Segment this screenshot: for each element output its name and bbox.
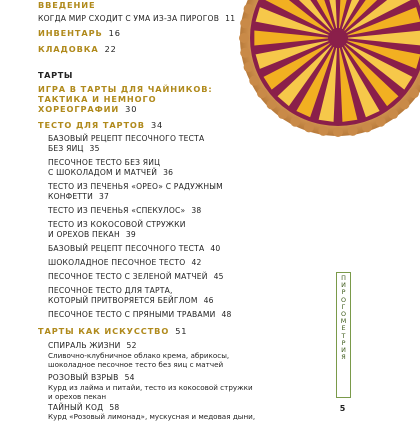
page-number: 42: [191, 258, 201, 267]
entry-title: ТАЙНЫЙ КОД: [48, 403, 103, 412]
entry-title: ПЕСОЧНОЕ ТЕСТО С ПРЯНЫМИ ТРАВАМИ: [48, 310, 215, 319]
entry-title: КОНФЕТТИ: [48, 192, 93, 201]
page-number: 46: [204, 296, 214, 305]
side-tab-letter: М: [337, 318, 350, 325]
page-number: 40: [210, 244, 220, 253]
dough-item-3[interactable]: [48, 192, 109, 202]
crust-ridge: [304, 122, 314, 132]
page-number: 39: [126, 230, 136, 239]
dough-item-1-line1[interactable]: БАЗОВЫЙ РЕЦЕПТ ПЕСОЧНОГО ТЕСТА: [48, 134, 204, 144]
entry-title: ТЕСТО ИЗ ПЕЧЕНЬЯ «СПЕКУЛОС»: [48, 206, 185, 215]
entry-title: И ОРЕХОВ ПЕКАН: [48, 230, 120, 239]
dough-item-2-line1[interactable]: ПЕСОЧНОЕ ТЕСТО БЕЗ ЯИЦ: [48, 158, 160, 168]
dough-item-5[interactable]: [48, 230, 136, 240]
page-number: 11: [225, 14, 235, 23]
dough-item-5-line1[interactable]: ТЕСТО ИЗ КОКОСОВОЙ СТРУЖКИ: [48, 220, 186, 230]
page-number: 54: [125, 373, 135, 382]
side-tab-letter: Р: [337, 289, 350, 296]
entry-title: ШОКОЛАДНОЕ ПЕСОЧНОЕ ТЕСТО: [48, 258, 185, 267]
side-tab-letter: Р: [337, 340, 350, 347]
chapter-side-tab: [336, 272, 351, 398]
page-number: 52: [127, 341, 137, 350]
page-number: 30: [125, 104, 137, 114]
dough-item-7[interactable]: [48, 258, 202, 268]
page-number: 16: [109, 28, 121, 38]
dough-item-3-line1[interactable]: ТЕСТО ИЗ ПЕЧЕНЬЯ «ОРЕО» С РАДУЖНЫМ: [48, 182, 223, 192]
entry-title: СПИРАЛЬ ЖИЗНИ: [48, 341, 121, 350]
tart-center: [331, 31, 345, 45]
section-tea[interactable]: [38, 104, 137, 114]
page-number: 51: [175, 326, 187, 336]
chapter-tarts-header: ТАРТЫ: [38, 70, 73, 80]
page-number: 22: [105, 44, 117, 54]
crust-ridge: [388, 109, 398, 119]
tart-photo: [238, 0, 420, 138]
page-number: 58: [109, 403, 119, 412]
crust-ridge: [244, 62, 254, 72]
crust-ridge: [362, 122, 372, 132]
section-tea-line1: ИГРА В ТАРТЫ ДЛЯ ЧАЙНИКОВ:: [38, 84, 213, 94]
side-tab-letter: Е: [337, 325, 350, 332]
entry-title: РОЗОВЫЙ ВЗРЫВ: [48, 373, 119, 382]
side-tab-letter: Я: [337, 354, 350, 361]
section-title: ИНВЕНТАРЬ: [38, 28, 103, 38]
section-intro-title: ВВЕДЕНИЕ: [38, 0, 95, 10]
crust-ridge: [399, 99, 409, 109]
side-tab-letter: Т: [337, 333, 350, 340]
page-number: 36: [163, 168, 173, 177]
art-item-1[interactable]: [48, 341, 137, 351]
entry-title: БАЗОВЫЙ РЕЦЕПТ ПЕСОЧНОГО ТЕСТА: [48, 244, 204, 253]
art-item-3-desc1: Курд «Розовый лимонад», мускусная и медовая дыни,: [48, 412, 255, 422]
section-art[interactable]: [38, 326, 187, 336]
section-dough[interactable]: [38, 120, 163, 130]
art-item-1-desc2: шоколадное песочное тесто без яиц с матчей: [48, 360, 223, 370]
side-tab-letter: П: [337, 275, 350, 282]
art-item-2-desc1: Курд из лайма и питайи, тесто из кокосовой стружки: [48, 383, 253, 393]
side-tab-letter: И: [337, 282, 350, 289]
section-tea-line2: ТАКТИКА И НЕМНОГО: [38, 94, 157, 104]
crust-ridge: [239, 33, 249, 43]
crust-ridge: [267, 99, 277, 109]
page-number: 35: [90, 144, 100, 153]
dough-item-9-line1[interactable]: ПЕСОЧНОЕ ТЕСТО ДЛЯ ТАРТА,: [48, 286, 173, 296]
section-pantry[interactable]: [38, 44, 117, 54]
section-inventory[interactable]: [38, 28, 121, 38]
entry-title: КОГДА МИР СХОДИТ С УМА ИЗ-ЗА ПИРОГОВ: [38, 14, 219, 23]
dough-item-8[interactable]: [48, 272, 224, 282]
dough-item-6[interactable]: [48, 244, 220, 254]
page-number: 37: [99, 192, 109, 201]
crust-ridge: [244, 4, 254, 14]
crust-ridge: [278, 109, 288, 119]
dough-item-4[interactable]: [48, 206, 201, 216]
side-tab-letter: О: [337, 311, 350, 318]
section-title: ТЕСТО ДЛЯ ТАРТОВ: [38, 120, 145, 130]
crust-ridge: [376, 117, 386, 127]
section-title: КЛАДОВКА: [38, 44, 99, 54]
crust-ridge: [240, 48, 250, 58]
crust-ridge: [257, 88, 267, 98]
page-number: 38: [191, 206, 201, 215]
dough-item-10[interactable]: [48, 310, 232, 320]
crust-ridge: [348, 126, 358, 136]
dough-item-9[interactable]: [48, 296, 214, 306]
entry-title: КОТОРЫЙ ПРИТВОРЯЕТСЯ БЕЙГЛОМ: [48, 296, 198, 305]
crust-ridge: [249, 76, 259, 86]
dough-item-2[interactable]: [48, 168, 173, 178]
page-number: 48: [221, 310, 231, 319]
dough-item-1[interactable]: [48, 144, 100, 154]
toc-entry-intro[interactable]: [38, 14, 235, 24]
crust-ridge: [318, 126, 328, 136]
crust-ridge: [333, 127, 343, 137]
crust-ridge: [290, 117, 300, 127]
art-item-2[interactable]: [48, 373, 135, 383]
entry-title: С ШОКОЛАДОМ И МАТЧЕЙ: [48, 168, 157, 177]
page-number-footer: 5: [336, 404, 349, 413]
entry-title: ПЕСОЧНОЕ ТЕСТО С ЗЕЛЕНОЙ МАТЧЕЙ: [48, 272, 208, 281]
page-number: 34: [151, 120, 163, 130]
crust-ridge: [240, 18, 250, 28]
section-title: ТАРТЫ КАК ИСКУССТВО: [38, 326, 169, 336]
side-tab-letter: Г: [337, 304, 350, 311]
entry-title: БЕЗ ЯИЦ: [48, 144, 84, 153]
side-tab-letter: И: [337, 347, 350, 354]
crust-ridge: [409, 88, 419, 98]
side-tab-letter: О: [337, 297, 350, 304]
art-item-2-desc2: и орехов пекан: [48, 392, 106, 402]
art-item-1-desc1: Сливочно-клубничное облако крема, абрикосы,: [48, 351, 229, 361]
section-title: ХОРЕОГРАФИИ: [38, 104, 119, 114]
page-number: 45: [214, 272, 224, 281]
